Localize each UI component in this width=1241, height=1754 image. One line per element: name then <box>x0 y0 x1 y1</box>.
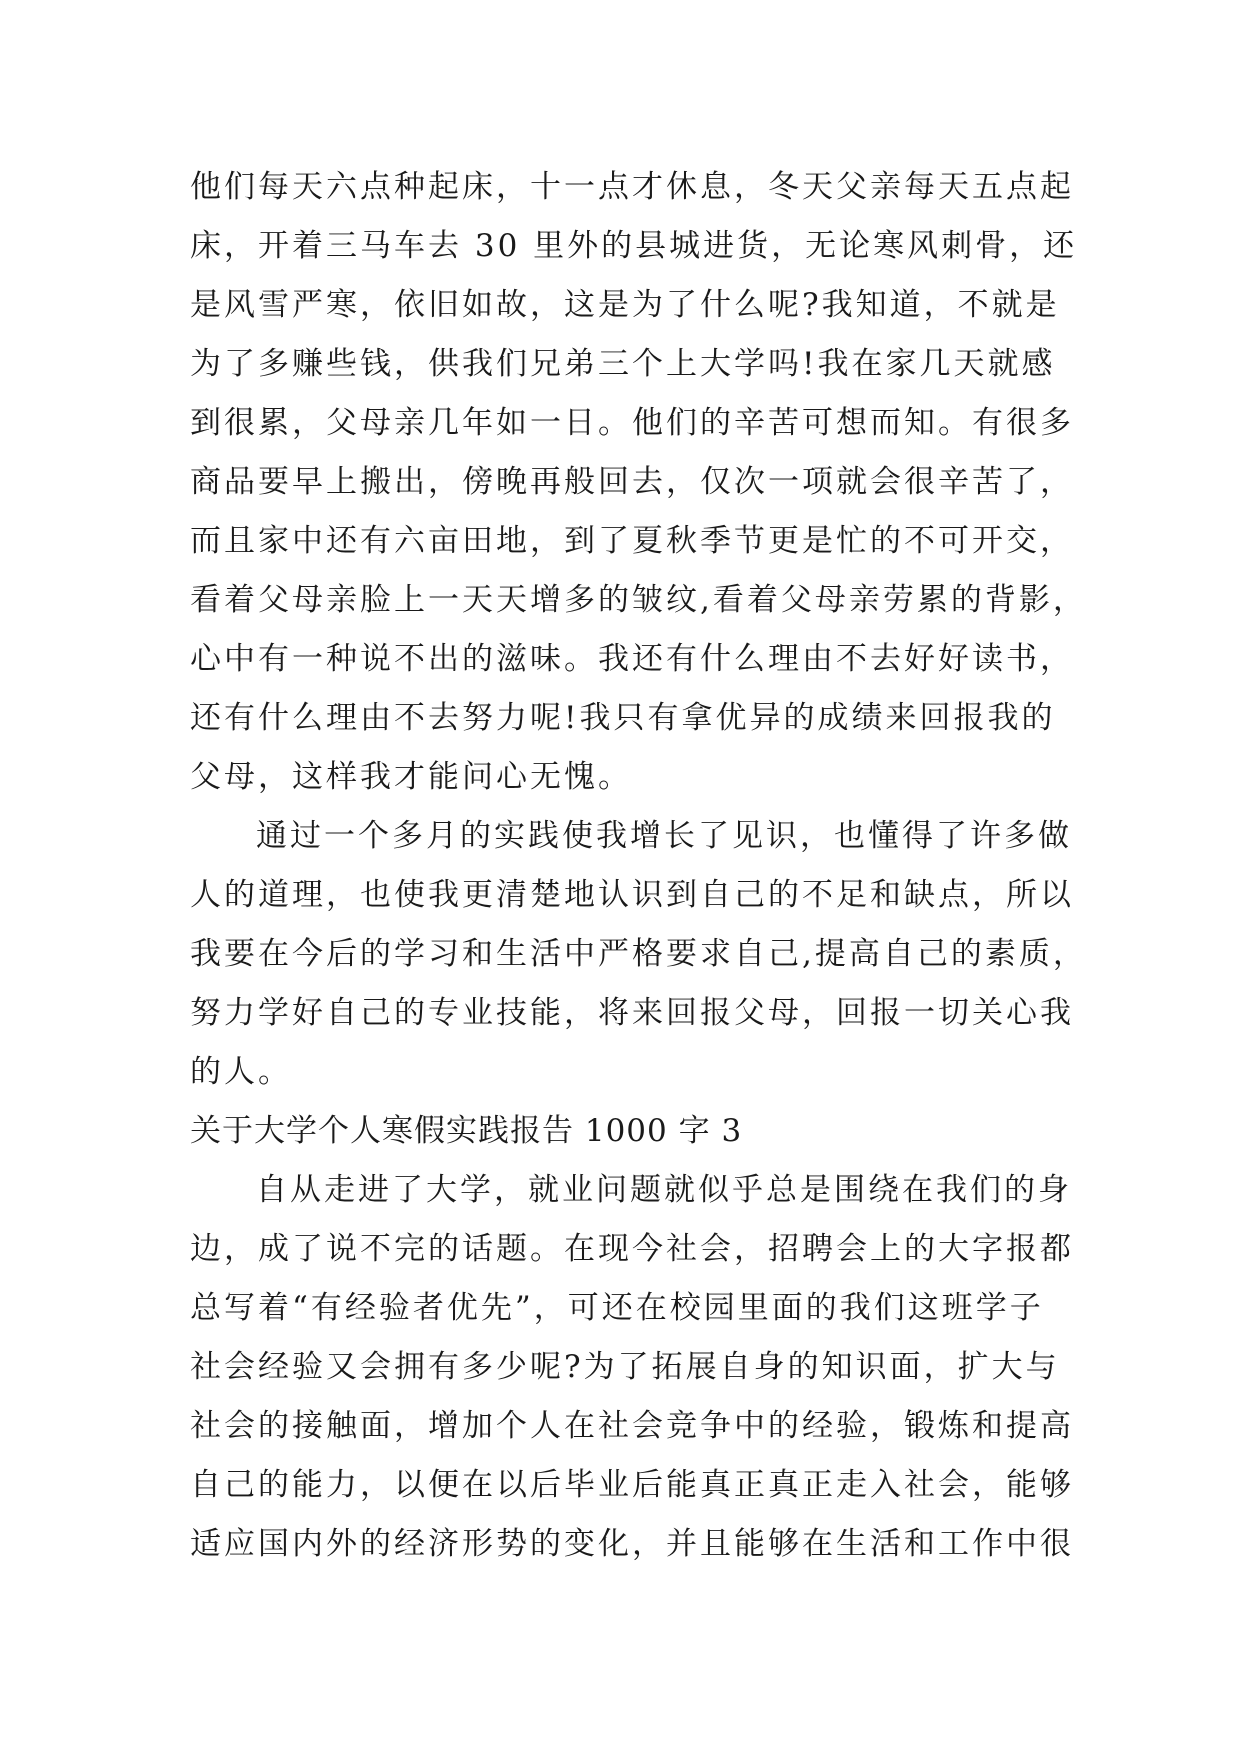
text-line: 看着父母亲脸上一天天增多的皱纹,看着父母亲劳累的背影， <box>190 582 1087 618</box>
text-line: 社会经验又会拥有多少呢?为了拓展自身的知识面，扩大与 <box>190 1349 1060 1385</box>
document-body <box>190 158 1087 1574</box>
text-line: 人的道理，也使我更清楚地认识到自己的不足和缺点，所以 <box>190 877 1074 913</box>
text-line: 是风雪严寒，依旧如故，这是为了什么呢?我知道，不就是 <box>190 287 1060 323</box>
section-heading: 关于大学个人寒假实践报告 1000 字 3 <box>190 1113 743 1149</box>
text-line: 通过一个多月的实践使我增长了见识，也懂得了许多做 <box>256 818 1072 854</box>
text-line: 到很累，父母亲几年如一日。他们的辛苦可想而知。有很多 <box>190 405 1074 441</box>
text-line: 自从走进了大学，就业问题就似乎总是围绕在我们的身 <box>256 1172 1072 1208</box>
text-line: 社会的接触面，增加个人在社会竞争中的经验，锻炼和提高 <box>190 1408 1074 1444</box>
text-line: 父母，这样我才能问心无愧。 <box>190 759 632 795</box>
text-line: 适应国内外的经济形势的变化，并且能够在生活和工作中很 <box>190 1526 1074 1562</box>
text-line: 还有什么理由不去努力呢!我只有拿优异的成绩来回报我的 <box>190 700 1056 736</box>
paragraph-parents-hardship <box>190 158 1087 807</box>
text-line: 边，成了说不完的话题。在现今社会，招聘会上的大字报都 <box>190 1231 1074 1267</box>
text-line: 而且家中还有六亩田地，到了夏秋季节更是忙的不可开交， <box>190 523 1074 559</box>
text-line: 心中有一种说不出的滋味。我还有什么理由不去好好读书， <box>190 641 1074 677</box>
paragraph-practice-summary <box>190 807 1087 1102</box>
text-line: 他们每天六点种起床，十一点才休息，冬天父亲每天五点起 <box>190 169 1074 205</box>
text-line: 床，开着三马车去 30 里外的县城进货，无论寒风刺骨，还 <box>190 228 1078 264</box>
paragraph-employment-intro <box>190 1161 1074 1574</box>
text-line: 自己的能力，以便在以后毕业后能真正真正走入社会，能够 <box>190 1467 1074 1503</box>
text-line: 的人。 <box>190 1054 292 1090</box>
text-line: 为了多赚些钱，供我们兄弟三个上大学吗!我在家几天就感 <box>190 346 1056 382</box>
text-line: 总写着“有经验者优先”，可还在校园里面的我们这班学子 <box>190 1290 1044 1326</box>
text-line: 努力学好自己的专业技能，将来回报父母，回报一切关心我 <box>190 995 1074 1031</box>
text-line: 我要在今后的学习和生活中严格要求自己,提高自己的素质， <box>190 936 1087 972</box>
text-line: 商品要早上搬出，傍晚再般回去，仅次一项就会很辛苦了， <box>190 464 1074 500</box>
